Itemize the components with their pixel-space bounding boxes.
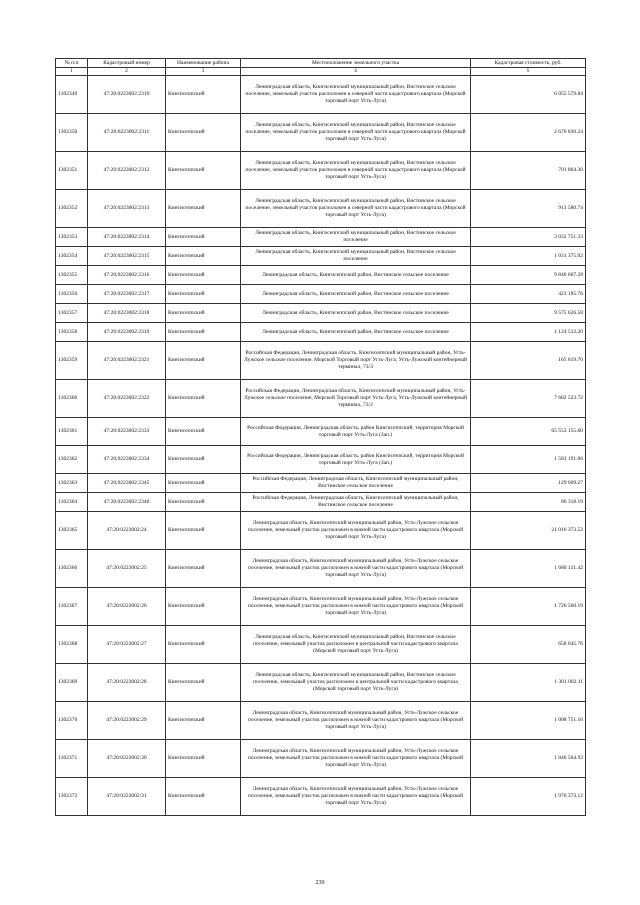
district-cell: Кингисеппский bbox=[166, 512, 241, 550]
cadastral-value-cell: 7 682 523.72 bbox=[471, 380, 586, 418]
row-number-cell: 1302370 bbox=[56, 702, 88, 740]
row-number-cell: 1302365 bbox=[56, 512, 88, 550]
cadastral-number-cell: 47:20:0223002:2322 bbox=[88, 380, 166, 418]
location-cell: Российская Федерация, Ленинградская область, Кингисеппский муниципальный район, Усть-Лужское сельское поселение, Морской Торговый порт Усть-Луга, Усть-Лужский контейнерный терминал, 73/2 bbox=[241, 380, 471, 418]
district-cell: Кингисеппский bbox=[166, 446, 241, 474]
location-cell: Ленинградская область, Кингисеппский муниципальный район, Вистинское сельское поселение, земельный участок расположен в северной части кадастрового квартала (Морской торговый порт Усть-Луга) bbox=[241, 152, 471, 190]
location-cell: Ленинградская область, Кингисеппский район, Вистинское сельское поселение bbox=[241, 266, 471, 285]
district-cell: Кингисеппский bbox=[166, 664, 241, 702]
row-number-cell: 1302363 bbox=[56, 474, 88, 493]
cadastral-number-cell: 47:20:0223002:27 bbox=[88, 626, 166, 664]
district-cell: Кингисеппский bbox=[166, 474, 241, 493]
cadastral-number-cell: 47:20:0223002:31 bbox=[88, 778, 166, 816]
location-cell: Ленинградская область, Кингисеппский муниципальный район, Усть-Лужское сельское поселение, земельный участок расположен в южной части кадастрового квартала (Морской торговый порт Усть-Луга) bbox=[241, 740, 471, 778]
cadastral-value-cell: 913 580.74 bbox=[471, 190, 586, 228]
header-number: № п/п bbox=[56, 59, 88, 68]
table-row bbox=[56, 626, 586, 664]
column-number: 2 bbox=[88, 68, 166, 76]
location-cell: Ленинградская область, Кингисеппский муниципальный район, Вистинское сельское поселение bbox=[241, 247, 471, 266]
cadastral-value-cell: 129 609.27 bbox=[471, 474, 586, 493]
row-number-cell: 1302351 bbox=[56, 152, 88, 190]
column-number-row bbox=[56, 68, 586, 76]
row-number-cell: 1302353 bbox=[56, 228, 88, 247]
table-row bbox=[56, 493, 586, 512]
table-row bbox=[56, 76, 586, 114]
row-number-cell: 1302369 bbox=[56, 664, 88, 702]
row-number-cell: 1302357 bbox=[56, 304, 88, 323]
row-number-cell: 1302358 bbox=[56, 323, 88, 342]
table-row bbox=[56, 588, 586, 626]
cadastral-number-cell: 47:20:0223002:2314 bbox=[88, 228, 166, 247]
location-cell: Российская Федерация, Ленинградская область, Кингисеппский муниципальный район, Вистинское сельское поселение bbox=[241, 474, 471, 493]
cadastral-value-cell: 86 318.19 bbox=[471, 493, 586, 512]
cadastral-value-cell: 1 846 564.92 bbox=[471, 740, 586, 778]
table-row bbox=[56, 512, 586, 550]
cadastral-number-cell: 47:20:0223002:2346 bbox=[88, 493, 166, 512]
table-row bbox=[56, 778, 586, 816]
cadastral-value-cell: 423 185.76 bbox=[471, 285, 586, 304]
location-cell: Ленинградская область, Кингисеппский муниципальный район, Вистинское сельское поселение, земельный участок расположен в северной части кадастрового квартала (Морской торговый порт Усть-Луга) bbox=[241, 190, 471, 228]
cadastral-number-cell: 47:20:0223002:2334 bbox=[88, 446, 166, 474]
cadastral-value-cell: 1 680 131.42 bbox=[471, 550, 586, 588]
cadastral-value-cell: 1 970 373.12 bbox=[471, 778, 586, 816]
location-cell: Ленинградская область, Кингисеппский район, Вистинское сельское поселение bbox=[241, 285, 471, 304]
row-number-cell: 1302372 bbox=[56, 778, 88, 816]
cadastral-number-cell: 47:20:0223002:2312 bbox=[88, 152, 166, 190]
location-cell: Ленинградская область, Кингисеппский муниципальный район, Вистинское сельское поселение, земельный участок расположен в северной части кадастрового квартала (Морской торговый порт Усть-Луга) bbox=[241, 114, 471, 152]
cadastral-value-cell: 6 055 579.84 bbox=[471, 76, 586, 114]
cadastral-value-cell: 1 583 191.06 bbox=[471, 446, 586, 474]
table-row bbox=[56, 550, 586, 588]
row-number-cell: 1302350 bbox=[56, 114, 88, 152]
district-cell: Кингисеппский bbox=[166, 493, 241, 512]
cadastral-number-cell: 47:20:0223002:28 bbox=[88, 664, 166, 702]
cadastral-value-cell: 21 016 373.52 bbox=[471, 512, 586, 550]
district-cell: Кингисеппский bbox=[166, 702, 241, 740]
location-cell: Ленинградская область, Кингисеппский район, Вистинское сельское поселение bbox=[241, 304, 471, 323]
column-number: 1 bbox=[56, 68, 88, 76]
cadastral-value-cell: 701 864.30 bbox=[471, 152, 586, 190]
location-cell: Ленинградская область, Кингисеппский муниципальный район, Вистинское сельское поселение, земельный участок расположен в центральной части кадастрового квартала (Морской торговый порт Усть-Луга) bbox=[241, 626, 471, 664]
cadastral-value-cell: 9 575 626.58 bbox=[471, 304, 586, 323]
location-cell: Ленинградская область, Кингисеппский муниципальный район, Усть-Лужское сельское поселение, земельный участок расположен в южной части кадастрового квартала (Морской торговый порт Усть-Луга) bbox=[241, 550, 471, 588]
header-cadastral-number: Кадастровый номер bbox=[88, 59, 166, 68]
district-cell: Кингисеппский bbox=[166, 304, 241, 323]
location-cell: Ленинградская область, Кингисеппский муниципальный район, Вистинское сельское поселение bbox=[241, 228, 471, 247]
district-cell: Кингисеппский bbox=[166, 228, 241, 247]
district-cell: Кингисеппский bbox=[166, 588, 241, 626]
district-cell: Кингисеппский bbox=[166, 266, 241, 285]
location-cell: Ленинградская область, Кингисеппский район, Вистинское сельское поселение bbox=[241, 323, 471, 342]
cadastral-number-cell: 47:20:0223002:2317 bbox=[88, 285, 166, 304]
cadastral-number-cell: 47:20:0223002:29 bbox=[88, 702, 166, 740]
district-cell: Кингисеппский bbox=[166, 76, 241, 114]
table-header-row bbox=[56, 59, 586, 68]
row-number-cell: 1302371 bbox=[56, 740, 88, 778]
table-row bbox=[56, 247, 586, 266]
district-cell: Кингисеппский bbox=[166, 114, 241, 152]
column-number: 3 bbox=[166, 68, 241, 76]
row-number-cell: 1302349 bbox=[56, 76, 88, 114]
row-number-cell: 1302362 bbox=[56, 446, 88, 474]
cadastral-number-cell: 47:20:0223002:25 bbox=[88, 550, 166, 588]
row-number-cell: 1302352 bbox=[56, 190, 88, 228]
table-row bbox=[56, 266, 586, 285]
cadastral-number-cell: 47:20:0223002:2316 bbox=[88, 266, 166, 285]
location-cell: Ленинградская область, Кингисеппский муниципальный район, Усть-Лужское сельское поселение, земельный участок расположен в южной части кадастрового квартала (Морской торговый порт Усть-Луга) bbox=[241, 778, 471, 816]
district-cell: Кингисеппский bbox=[166, 247, 241, 266]
cadastral-value-cell: 2 676 830.24 bbox=[471, 114, 586, 152]
cadastral-number-cell: 47:20:0223002:2313 bbox=[88, 190, 166, 228]
district-cell: Кингисеппский bbox=[166, 740, 241, 778]
location-cell: Российская Федерация, Ленинградская область, район Кингисеппский, территория Морской торговый порт Усть-Луга (Зап.) bbox=[241, 418, 471, 446]
cadastral-number-cell: 47:20:0223002:26 bbox=[88, 588, 166, 626]
cadastral-value-cell: 65 553 155.60 bbox=[471, 418, 586, 446]
row-number-cell: 1302367 bbox=[56, 588, 88, 626]
column-number: 4 bbox=[241, 68, 471, 76]
table-row bbox=[56, 446, 586, 474]
table-row bbox=[56, 418, 586, 446]
district-cell: Кингисеппский bbox=[166, 190, 241, 228]
table-row bbox=[56, 285, 586, 304]
header-cadastral-value: Кадастровая стоимость, руб. bbox=[471, 59, 586, 68]
cadastral-value-cell: 1 008 751.10 bbox=[471, 702, 586, 740]
district-cell: Кингисеппский bbox=[166, 380, 241, 418]
table-row bbox=[56, 664, 586, 702]
cadastral-number-cell: 47:20:0223002:24 bbox=[88, 512, 166, 550]
table-row bbox=[56, 152, 586, 190]
district-cell: Кингисеппский bbox=[166, 778, 241, 816]
location-cell: Российская Федерация, Ленинградская область, Кингисеппский муниципальный район, Усть-Лужское сельское поселение, Морской Торговый порт Усть-Луга, Усть-Лужский контейнерный терминал, 73/3 bbox=[241, 342, 471, 380]
row-number-cell: 1302359 bbox=[56, 342, 88, 380]
cadastral-value-cell: 9 840 607.28 bbox=[471, 266, 586, 285]
table-row bbox=[56, 228, 586, 247]
cadastral-number-cell: 47:20:0223002:2345 bbox=[88, 474, 166, 493]
cadastral-number-cell: 47:20:0223002:2318 bbox=[88, 304, 166, 323]
cadastral-value-cell: 1 301 002.11 bbox=[471, 664, 586, 702]
table-row bbox=[56, 114, 586, 152]
cadastral-number-cell: 47:20:0223002:2310 bbox=[88, 76, 166, 114]
cadastral-number-cell: 47:20:0223002:2321 bbox=[88, 342, 166, 380]
table-row bbox=[56, 702, 586, 740]
row-number-cell: 1302364 bbox=[56, 493, 88, 512]
location-cell: Ленинградская область, Кингисеппский муниципальный район, Усть-Лужское сельское поселение, земельный участок расположен в южной части кадастрового квартала (Морской торговый порт Усть-Луга) bbox=[241, 512, 471, 550]
district-cell: Кингисеппский bbox=[166, 418, 241, 446]
district-cell: Кингисеппский bbox=[166, 342, 241, 380]
cadastral-table bbox=[55, 58, 586, 816]
location-cell: Российская Федерация, Ленинградская область, Кингисеппский муниципальный район, Вистинское сельское поселение bbox=[241, 493, 471, 512]
district-cell: Кингисеппский bbox=[166, 323, 241, 342]
table-row bbox=[56, 380, 586, 418]
cadastral-number-cell: 47:20:0223002:2315 bbox=[88, 247, 166, 266]
cadastral-number-cell: 47:20:0223002:2333 bbox=[88, 418, 166, 446]
location-cell: Ленинградская область, Кингисеппский муниципальный район, Усть-Лужское сельское поселение, земельный участок расположен в южной части кадастрового квартала (Морской торговый порт Усть-Луга) bbox=[241, 702, 471, 740]
location-cell: Российская Федерация, Ленинградская область, район Кингисеппский, территория Морской торговый порт Усть-Луга (Зап.) bbox=[241, 446, 471, 474]
cadastral-value-cell: 658 045.76 bbox=[471, 626, 586, 664]
page-number: 239 bbox=[315, 880, 325, 886]
district-cell: Кингисеппский bbox=[166, 152, 241, 190]
row-number-cell: 1302361 bbox=[56, 418, 88, 446]
district-cell: Кингисеппский bbox=[166, 550, 241, 588]
table-row bbox=[56, 740, 586, 778]
cadastral-value-cell: 1 031 375.02 bbox=[471, 247, 586, 266]
row-number-cell: 1302368 bbox=[56, 626, 88, 664]
table-row bbox=[56, 474, 586, 493]
table-row bbox=[56, 323, 586, 342]
row-number-cell: 1302356 bbox=[56, 285, 88, 304]
table-row bbox=[56, 342, 586, 380]
cadastral-value-cell: 165 819.70 bbox=[471, 342, 586, 380]
cadastral-number-cell: 47:20:0223002:2319 bbox=[88, 323, 166, 342]
district-cell: Кингисеппский bbox=[166, 285, 241, 304]
table-row bbox=[56, 304, 586, 323]
location-cell: Ленинградская область, Кингисеппский муниципальный район, Вистинское сельское поселение, земельный участок расположен в северной части кадастрового квартала (Морской торговый порт Усть-Луга) bbox=[241, 76, 471, 114]
location-cell: Ленинградская область, Кингисеппский муниципальный район, Вистинское сельское поселение, земельный участок расположен в центральной части кадастрового квартала (Морской торговый порт Усть-Луга) bbox=[241, 664, 471, 702]
cadastral-number-cell: 47:20:0223002:30 bbox=[88, 740, 166, 778]
header-location: Местоположение земельного участка bbox=[241, 59, 471, 68]
table-body bbox=[56, 76, 586, 816]
row-number-cell: 1302354 bbox=[56, 247, 88, 266]
row-number-cell: 1302366 bbox=[56, 550, 88, 588]
district-cell: Кингисеппский bbox=[166, 626, 241, 664]
location-cell: Ленинградская область, Кингисеппский муниципальный район, Усть-Лужское сельское поселение, земельный участок расположен в южной части кадастрового квартала (Морской торговый порт Усть-Луга) bbox=[241, 588, 471, 626]
table-row bbox=[56, 190, 586, 228]
column-number: 5 bbox=[471, 68, 586, 76]
cadastral-value-cell: 3 032 751.33 bbox=[471, 228, 586, 247]
cadastral-value-cell: 1 726 560.19 bbox=[471, 588, 586, 626]
row-number-cell: 1302355 bbox=[56, 266, 88, 285]
row-number-cell: 1302360 bbox=[56, 380, 88, 418]
cadastral-number-cell: 47:20:0223002:2311 bbox=[88, 114, 166, 152]
cadastral-value-cell: 1 124 512.20 bbox=[471, 323, 586, 342]
header-district: Наименование района bbox=[166, 59, 241, 68]
